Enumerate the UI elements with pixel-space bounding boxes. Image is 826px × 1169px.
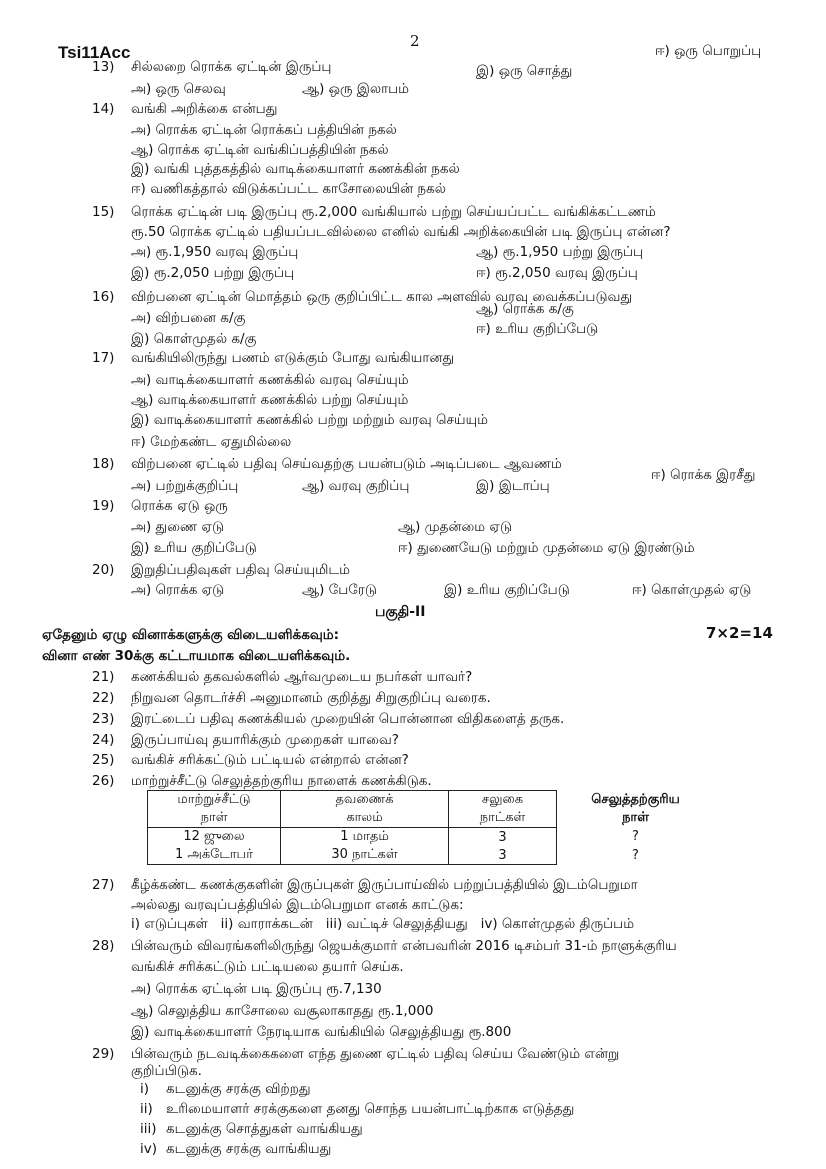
q19-option-a: அ) துணை ஏடு (131, 519, 225, 535)
q29-item-text: உரிமையாளர் சரக்குகளை தனது சொந்த பயன்பாட்டிற்காக எடுத்தது (166, 1101, 575, 1117)
table-header-cell: மாற்றுச்சீட்டு (148, 791, 281, 810)
table-cell: ? (557, 828, 715, 847)
q29-item-number: ii) (140, 1101, 153, 1117)
table-header-cell: தவணைக் (281, 791, 449, 810)
q16-text: விற்பனை ஏட்டின் மொத்தம் ஒரு குறிப்பிட்ட கால அளவில் வரவு வைக்கப்படுவது (131, 289, 633, 305)
section-marks: 7×2=14 (706, 624, 773, 642)
q16-number: 16) (92, 289, 115, 305)
q26-number: 26) (92, 773, 115, 789)
q29-item-number: iv) (140, 1141, 158, 1157)
q20-option-b: ஆ) பேரேடு (302, 582, 377, 598)
q17-option-c: இ) வாடிக்கையாளர் கணக்கில் பற்று மற்றும் வரவு செய்யும் (131, 412, 489, 428)
q20-number: 20) (92, 562, 115, 578)
q23-number: 23) (92, 711, 115, 727)
q24-text: இருப்பாய்வு தயாரிக்கும் முறைகள் யாவை? (131, 732, 399, 748)
q16-option-a: அ) விற்பனை க/கு (131, 310, 246, 326)
q20-text: இறுதிப்பதிவுகள் பதிவு செய்யுமிடம் (131, 562, 351, 578)
table-header-cell: நாள் (148, 809, 281, 828)
table-cell: 1 அக்டோபர் (148, 846, 281, 865)
table-header-cell: செலுத்தற்குரிய (557, 791, 715, 810)
table-cell: 12 ஜுலை (148, 828, 281, 847)
q19-option-d: ஈ) துணையேடு மற்றும் முதன்மை ஏடு இரண்டும் (398, 540, 695, 556)
q28-number: 28) (92, 938, 115, 954)
table-header-cell: நாட்கள் (449, 809, 557, 828)
q13-number: 13) (92, 59, 115, 75)
q20-option-c: இ) உரிய குறிப்பேடு (444, 582, 570, 598)
section-instruction-2: வினா எண் 30க்கு கட்டாயமாக விடையளிக்கவும். (42, 648, 351, 664)
section-instruction-1: ஏதேனும் ஏழு வினாக்களுக்கு விடையளிக்கவும்: (42, 627, 340, 643)
q18-option-d: ஈ) ரொக்க இரசீது (651, 467, 756, 483)
q18-option-a: அ) பற்றுக்குறிப்பு (131, 478, 239, 494)
q14-option-b: ஆ) ரொக்க ஏட்டின் வங்கிப்பத்தியின் நகல் (131, 142, 389, 158)
q27-number: 27) (92, 877, 115, 893)
q16-option-b: ஆ) ரொக்க க/கு (476, 301, 574, 317)
q28-item-a: அ) ரொக்க ஏட்டின் படி இருப்பு ரூ.7,130 (131, 981, 382, 997)
table-cell: 30 நாட்கள் (281, 846, 449, 865)
q19-option-b: ஆ) முதன்மை ஏடு (398, 519, 512, 535)
q18-option-b: ஆ) வரவு குறிப்பு (302, 478, 410, 494)
page-number: 2 (410, 32, 420, 50)
q16-option-d: ஈ) உரிய குறிப்பேடு (476, 321, 599, 337)
q27-options: i) எடுப்புகள் ii) வாராக்கடன் iii) வட்டிச் செலுத்தியது iv) கொள்முதல் திருப்பம் (131, 916, 635, 932)
q27-line2: அல்லது வரவுப்பத்தியில் இடம்பெறுமா எனக் காட்டுக: (131, 897, 464, 913)
q19-text: ரொக்க ஏடு ஒரு (131, 498, 228, 514)
q19-option-c: இ) உரிய குறிப்பேடு (131, 540, 257, 556)
q25-text: வங்கிச் சரிக்கட்டும் பட்டியல் என்றால் என்ன? (131, 752, 409, 768)
q29-item-text: கடனுக்கு சரக்கு விற்றது (166, 1081, 311, 1097)
q18-text: விற்பனை ஏட்டில் பதிவு செய்வதற்கு பயன்படும் அடிப்படை ஆவணம் (131, 456, 562, 472)
q14-option-d: ஈ) வணிகத்தால் விடுக்கப்பட்ட காசோலையின் நகல் (131, 181, 446, 197)
q25-number: 25) (92, 752, 115, 768)
table-cell: 1 மாதம் (281, 828, 449, 847)
q19-number: 19) (92, 498, 115, 514)
q13-option-d: ஈ) ஒரு பொறுப்பு (655, 43, 762, 59)
q15-number: 15) (92, 204, 115, 220)
q24-number: 24) (92, 732, 115, 748)
q16-option-c: இ) கொள்முதல் க/கு (131, 331, 257, 347)
table-cell: ? (557, 846, 715, 865)
q13-text: சில்லறை ரொக்க ஏட்டின் இருப்பு (131, 59, 332, 75)
q20-option-a: அ) ரொக்க ஏடு (131, 582, 225, 598)
q29-item-text: கடனுக்கு சரக்கு வாங்கியது (166, 1141, 332, 1157)
q15-line2: ரூ.50 ரொக்க ஏட்டில் பதியப்படவில்லை எனில் வங்கி அறிக்கையின் படி இருப்பு என்ன? (131, 224, 671, 240)
q28-item-b: ஆ) செலுத்திய காசோலை வசூலாகாதது ரூ.1,000 (131, 1003, 434, 1019)
q13-option-b: ஆ) ஒரு இலாபம் (302, 81, 410, 97)
q29-item-text: கடனுக்கு சொத்துகள் வாங்கியது (166, 1121, 363, 1137)
q17-option-d: ஈ) மேற்கண்ட ஏதுமில்லை (131, 434, 292, 450)
q22-text: நிறுவன தொடர்ச்சி அனுமானம் குறித்து சிறுகுறிப்பு வரைக. (131, 690, 491, 706)
q29-item-number: iii) (140, 1121, 157, 1137)
q17-text: வங்கியிலிருந்து பணம் எடுக்கும் போது வங்கியானது (131, 350, 455, 366)
q15-option-c: இ) ரூ.2,050 பற்று இருப்பு (131, 265, 295, 281)
table-header-cell: சலுகை (449, 791, 557, 810)
section-title: பகுதி-II (375, 604, 426, 620)
q14-option-a: அ) ரொக்க ஏட்டின் ரொக்கப் பத்தியின் நகல் (131, 122, 397, 138)
q22-number: 22) (92, 690, 115, 706)
table-header-cell: நாள் (557, 809, 715, 828)
q17-number: 17) (92, 350, 115, 366)
q27-line1: கீழ்க்கண்ட கணக்குகளின் இருப்புகள் இருப்பாய்வில் பற்றுப்பத்தியில் இடம்பெறுமா (131, 877, 638, 893)
q15-option-d: ஈ) ரூ.2,050 வரவு இருப்பு (476, 265, 638, 281)
q29-line2: குறிப்பிடுக. (131, 1063, 202, 1079)
q14-text: வங்கி அறிக்கை என்பது (131, 101, 278, 117)
q28-item-c: இ) வாடிக்கையாளர் நேரடியாக வங்கியில் செலுத்தியது ரூ.800 (131, 1024, 512, 1040)
q14-option-c: இ) வங்கி புத்தகத்தில் வாடிக்கையாளர் கணக்கின் நகல் (131, 161, 460, 177)
q29-number: 29) (92, 1046, 115, 1062)
q20-option-d: ஈ) கொள்முதல் ஏடு (632, 582, 752, 598)
q21-number: 21) (92, 669, 115, 685)
q13-option-c: இ) ஒரு சொத்து (476, 63, 573, 79)
q23-text: இரட்டைப் பதிவு கணக்கியல் முறையின் பொன்னான விதிகளைத் தருக. (131, 711, 565, 727)
table-cell: 3 (449, 846, 557, 865)
q15-option-b: ஆ) ரூ.1,950 பற்று இருப்பு (476, 244, 644, 260)
q17-option-a: அ) வாடிக்கையாளர் கணக்கில் வரவு செய்யும் (131, 372, 409, 388)
q15-option-a: அ) ரூ.1,950 வரவு இருப்பு (131, 244, 299, 260)
table-row (148, 846, 715, 865)
q13-option-a: அ) ஒரு செலவு (131, 81, 226, 97)
q29-item-number: i) (140, 1081, 150, 1097)
table-cell: 3 (449, 828, 557, 847)
q18-option-c: இ) இடாப்பு (476, 478, 550, 494)
q14-number: 14) (92, 101, 115, 117)
q26-text: மாற்றுச்சீட்டு செலுத்தற்குரிய நாளைக் கணக்கிடுக. (131, 773, 432, 789)
bill-due-date-table (147, 790, 714, 865)
table-header-cell: காலம் (281, 809, 449, 828)
q15-line1: ரொக்க ஏட்டின் படி இருப்பு ரூ.2,000 வங்கியால் பற்று செய்யப்பட்ட வங்கிக்கட்டணம் (131, 204, 656, 220)
q21-text: கணக்கியல் தகவல்களில் ஆர்வமுடைய நபர்கள் யாவர்? (131, 669, 473, 685)
q17-option-b: ஆ) வாடிக்கையாளர் கணக்கில் பற்று செய்யும் (131, 392, 409, 408)
q28-line1: பின்வரும் விவரங்களிலிருந்து ஜெயக்குமார் என்பவரின் 2016 டிசம்பர் 31-ம் நாளுக்குரிய (131, 938, 677, 954)
q18-number: 18) (92, 456, 115, 472)
paper-code: Tsi11Acc (58, 43, 131, 62)
q29-line1: பின்வரும் நடவடிக்கைகளை எந்த துணை ஏட்டில் பதிவு செய்ய வேண்டும் என்று (131, 1046, 620, 1062)
q28-line2: வங்கிச் சரிக்கட்டும் பட்டியலை தயார் செய்க. (131, 959, 404, 975)
table-row (148, 828, 715, 847)
